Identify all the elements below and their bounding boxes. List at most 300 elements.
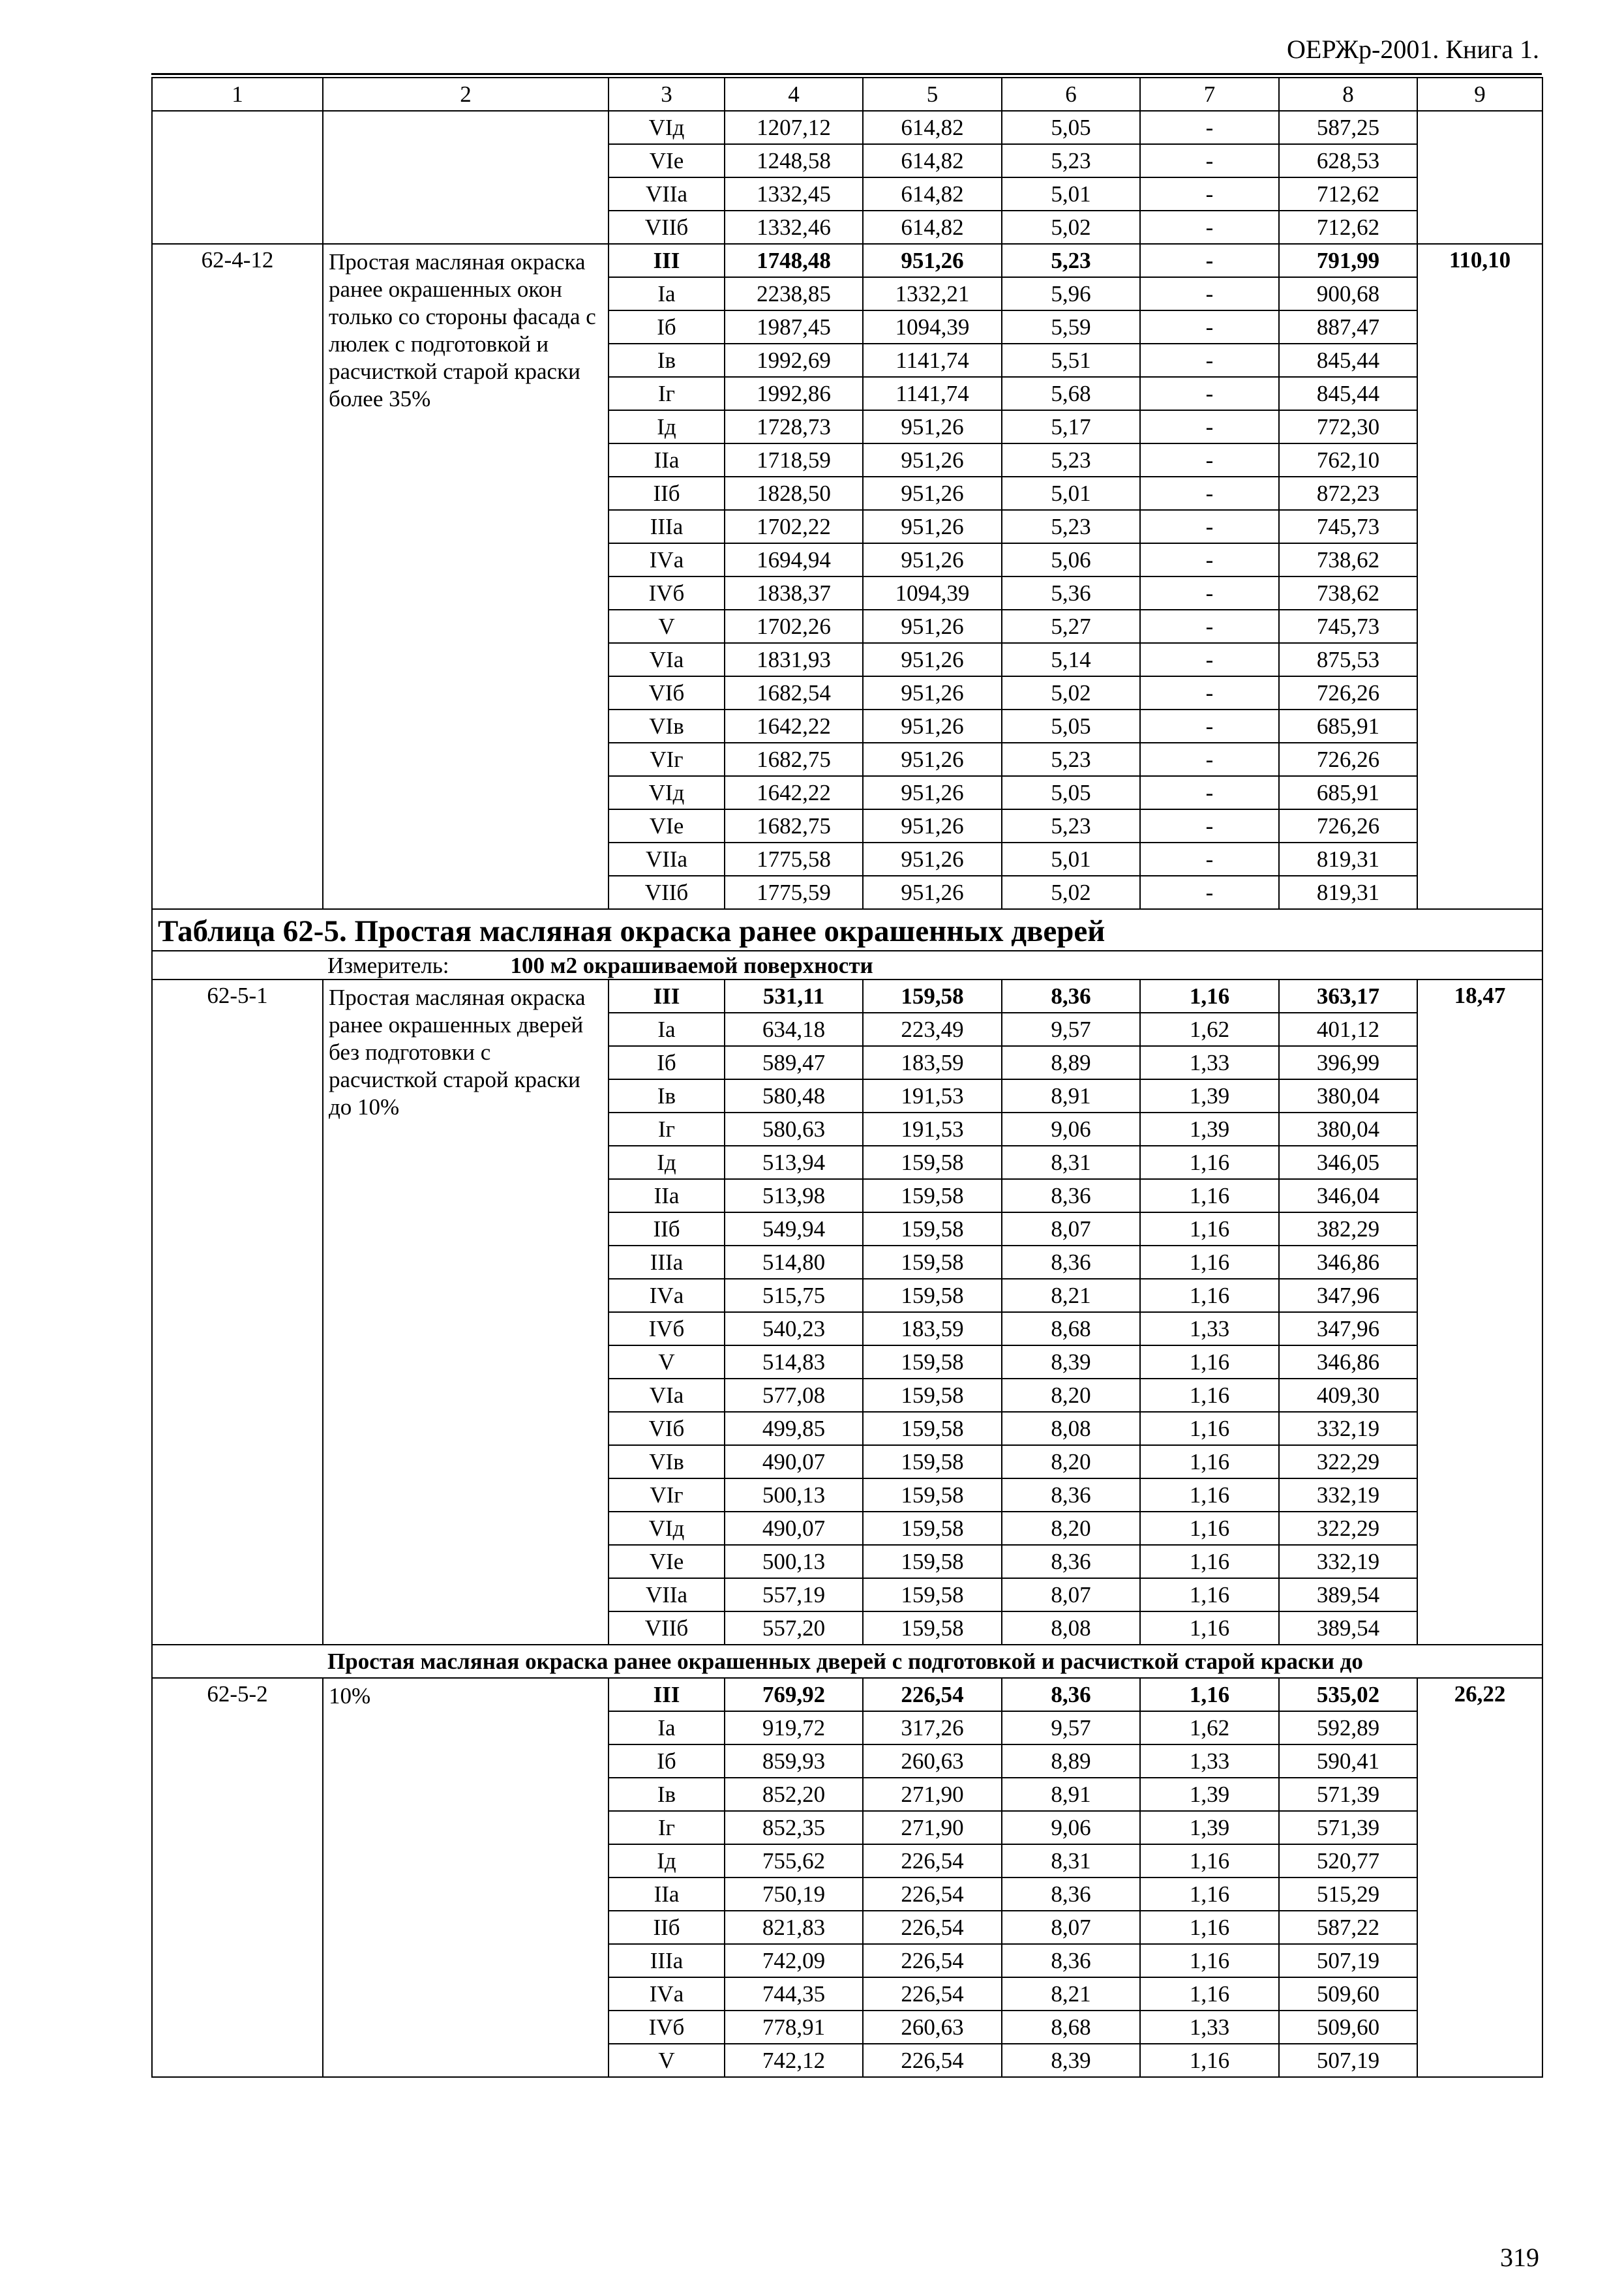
zone-cell: IIб <box>609 1212 725 1246</box>
document-header: ОЕРЖр-2001. Книга 1. <box>1287 35 1539 64</box>
value-cell: 5,23 <box>1002 244 1140 277</box>
value-cell: 8,39 <box>1002 2044 1140 2077</box>
column-number: 7 <box>1140 78 1279 111</box>
table-title-row <box>152 909 1542 951</box>
value-cell: 332,19 <box>1279 1478 1417 1512</box>
value-cell: 1,16 <box>1140 1445 1279 1478</box>
zone-cell: Iа <box>609 277 725 310</box>
value-cell: 5,02 <box>1002 211 1140 244</box>
value-cell: 1992,86 <box>725 377 863 410</box>
value-cell: 226,54 <box>863 1911 1002 1944</box>
value-cell: - <box>1140 410 1279 443</box>
value-cell: 1,16 <box>1140 1545 1279 1578</box>
value-cell: 742,09 <box>725 1944 863 1977</box>
value-cell: 821,83 <box>725 1911 863 1944</box>
value-cell: 859,93 <box>725 1744 863 1778</box>
value-cell: 726,26 <box>1279 743 1417 776</box>
column-number: 3 <box>609 78 725 111</box>
value-cell: 159,58 <box>863 1611 1002 1645</box>
value-cell: 347,96 <box>1279 1279 1417 1312</box>
measure-value: 100 м2 окрашиваемой поверхности <box>510 952 873 978</box>
value-cell: 159,58 <box>863 1545 1002 1578</box>
value-cell: 951,26 <box>863 743 1002 776</box>
value-cell: 183,59 <box>863 1046 1002 1079</box>
value-cell: 1702,22 <box>725 510 863 543</box>
value-cell: 745,73 <box>1279 610 1417 643</box>
value-cell: 1,33 <box>1140 2011 1279 2044</box>
value-cell: 5,14 <box>1002 643 1140 676</box>
value-cell: 8,07 <box>1002 1212 1140 1246</box>
value-cell: 1,16 <box>1140 1146 1279 1179</box>
value-cell: 1828,50 <box>725 477 863 510</box>
value-cell: 1,33 <box>1140 1312 1279 1345</box>
value-cell: 159,58 <box>863 980 1002 1013</box>
zone-cell: VIв <box>609 1445 725 1478</box>
value-cell: - <box>1140 809 1279 843</box>
value-cell: 513,94 <box>725 1146 863 1179</box>
value-cell: 5,05 <box>1002 776 1140 809</box>
zone-cell: IIIа <box>609 1944 725 1977</box>
value-cell: 226,54 <box>863 1944 1002 1977</box>
value-cell: 852,20 <box>725 1778 863 1811</box>
value-cell: - <box>1140 576 1279 610</box>
value-cell: 389,54 <box>1279 1611 1417 1645</box>
zone-cell: V <box>609 1345 725 1379</box>
total-cell <box>1417 111 1542 244</box>
column-number: 8 <box>1279 78 1417 111</box>
value-cell: 401,12 <box>1279 1013 1417 1046</box>
value-cell: 159,58 <box>863 1212 1002 1246</box>
rate-description: Простая масляная окраска ранее окрашенных окон только со стороны фасада с люлек с подготовкой и расчисткой старой краски более 35% <box>323 244 609 909</box>
value-cell: 226,54 <box>863 1844 1002 1878</box>
value-cell: - <box>1140 510 1279 543</box>
column-number: 4 <box>725 78 863 111</box>
value-cell: 1,16 <box>1140 1512 1279 1545</box>
value-cell: - <box>1140 344 1279 377</box>
value-cell: 778,91 <box>725 2011 863 2044</box>
subheading: Простая масляная окраска ранее окрашенных дверей с подготовкой и расчисткой старой краски до <box>152 1645 1542 1678</box>
value-cell: 580,48 <box>725 1079 863 1113</box>
value-cell: 887,47 <box>1279 310 1417 344</box>
value-cell: 226,54 <box>863 2044 1002 2077</box>
value-cell: 363,17 <box>1279 980 1417 1013</box>
value-cell: 845,44 <box>1279 377 1417 410</box>
value-cell: 557,19 <box>725 1578 863 1611</box>
value-cell: 1,16 <box>1140 1478 1279 1512</box>
value-cell: 614,82 <box>863 111 1002 144</box>
table-row <box>152 111 1542 144</box>
value-cell: - <box>1140 211 1279 244</box>
value-cell: 1,16 <box>1140 980 1279 1013</box>
value-cell: 951,26 <box>863 676 1002 710</box>
value-cell: 515,75 <box>725 1279 863 1312</box>
value-cell: 1332,46 <box>725 211 863 244</box>
value-cell: 951,26 <box>863 510 1002 543</box>
value-cell: 685,91 <box>1279 776 1417 809</box>
value-cell: 742,12 <box>725 2044 863 2077</box>
value-cell: 159,58 <box>863 1179 1002 1212</box>
value-cell: 614,82 <box>863 144 1002 177</box>
total-cell: 18,47 <box>1417 980 1542 1645</box>
value-cell: 738,62 <box>1279 576 1417 610</box>
zone-cell: Iд <box>609 410 725 443</box>
value-cell: 159,58 <box>863 1578 1002 1611</box>
value-cell: 951,26 <box>863 610 1002 643</box>
value-cell: 499,85 <box>725 1412 863 1445</box>
table-row <box>152 244 1542 277</box>
zone-cell: V <box>609 610 725 643</box>
zone-cell: IVа <box>609 1977 725 2011</box>
value-cell: 1682,75 <box>725 743 863 776</box>
zone-cell: III <box>609 980 725 1013</box>
table-row <box>152 980 1542 1013</box>
value-cell: 5,23 <box>1002 743 1140 776</box>
rate-code: 62-5-1 <box>152 980 323 1645</box>
value-cell: 8,91 <box>1002 1778 1140 1811</box>
zone-cell: VIб <box>609 676 725 710</box>
column-number-row <box>152 78 1542 111</box>
value-cell: 951,26 <box>863 443 1002 477</box>
value-cell: 571,39 <box>1279 1778 1417 1811</box>
column-number: 6 <box>1002 78 1140 111</box>
zone-cell: IVб <box>609 1312 725 1345</box>
value-cell: 8,21 <box>1002 1977 1140 2011</box>
value-cell: 549,94 <box>725 1212 863 1246</box>
value-cell: 1141,74 <box>863 377 1002 410</box>
value-cell: 317,26 <box>863 1711 1002 1744</box>
value-cell: 346,86 <box>1279 1246 1417 1279</box>
value-cell: 8,39 <box>1002 1345 1140 1379</box>
value-cell: - <box>1140 277 1279 310</box>
zone-cell: Iг <box>609 1113 725 1146</box>
value-cell: 872,23 <box>1279 477 1417 510</box>
zone-cell: VIа <box>609 643 725 676</box>
value-cell: 8,36 <box>1002 1179 1140 1212</box>
value-cell: 507,19 <box>1279 1944 1417 1977</box>
value-cell: - <box>1140 843 1279 876</box>
value-cell: 5,05 <box>1002 710 1140 743</box>
value-cell: 380,04 <box>1279 1113 1417 1146</box>
value-cell: 8,36 <box>1002 1878 1140 1911</box>
value-cell: 346,04 <box>1279 1179 1417 1212</box>
value-cell: 1,16 <box>1140 1977 1279 2011</box>
value-cell: 1,39 <box>1140 1113 1279 1146</box>
zone-cell: Iг <box>609 377 725 410</box>
value-cell: 1,39 <box>1140 1778 1279 1811</box>
value-cell: - <box>1140 310 1279 344</box>
value-cell: 750,19 <box>725 1878 863 1911</box>
value-cell: 712,62 <box>1279 177 1417 211</box>
zone-cell: Iб <box>609 1046 725 1079</box>
zone-cell: VIIб <box>609 1611 725 1645</box>
value-cell: 1,16 <box>1140 1412 1279 1445</box>
value-cell: 535,02 <box>1279 1678 1417 1711</box>
header-rule <box>151 73 1542 75</box>
value-cell: 8,20 <box>1002 1445 1140 1478</box>
rate-description <box>323 111 609 244</box>
value-cell: 1332,21 <box>863 277 1002 310</box>
value-cell: - <box>1140 377 1279 410</box>
zone-cell: III <box>609 244 725 277</box>
value-cell: - <box>1140 876 1279 909</box>
value-cell: 634,18 <box>725 1013 863 1046</box>
value-cell: 1207,12 <box>725 111 863 144</box>
value-cell: 5,02 <box>1002 676 1140 710</box>
value-cell: 1,16 <box>1140 1944 1279 1977</box>
zone-cell: Iа <box>609 1711 725 1744</box>
value-cell: 1094,39 <box>863 310 1002 344</box>
value-cell: 951,26 <box>863 876 1002 909</box>
value-cell: 951,26 <box>863 477 1002 510</box>
zone-cell: Iд <box>609 1844 725 1878</box>
total-cell: 26,22 <box>1417 1678 1542 2077</box>
value-cell: 1,16 <box>1140 1246 1279 1279</box>
zone-cell: VIе <box>609 144 725 177</box>
value-cell: 509,60 <box>1279 2011 1417 2044</box>
zone-cell: V <box>609 2044 725 2077</box>
value-cell: 590,41 <box>1279 1744 1417 1778</box>
value-cell: 332,19 <box>1279 1412 1417 1445</box>
zone-cell: VIг <box>609 743 725 776</box>
value-cell: 1642,22 <box>725 776 863 809</box>
value-cell: 159,58 <box>863 1445 1002 1478</box>
value-cell: 1748,48 <box>725 244 863 277</box>
value-cell: 159,58 <box>863 1146 1002 1179</box>
value-cell: 951,26 <box>863 776 1002 809</box>
value-cell: 9,57 <box>1002 1013 1140 1046</box>
value-cell: 1,16 <box>1140 1212 1279 1246</box>
value-cell: 509,60 <box>1279 1977 1417 2011</box>
value-cell: 5,17 <box>1002 410 1140 443</box>
value-cell: 409,30 <box>1279 1379 1417 1412</box>
value-cell: 8,08 <box>1002 1611 1140 1645</box>
value-cell: 322,29 <box>1279 1445 1417 1478</box>
value-cell: 1702,26 <box>725 610 863 643</box>
value-cell: 755,62 <box>725 1844 863 1878</box>
value-cell: 738,62 <box>1279 543 1417 576</box>
value-cell: 5,23 <box>1002 809 1140 843</box>
value-cell: 191,53 <box>863 1113 1002 1146</box>
value-cell: 1,16 <box>1140 1844 1279 1878</box>
value-cell: 159,58 <box>863 1512 1002 1545</box>
value-cell: - <box>1140 477 1279 510</box>
rates-table <box>151 77 1543 2078</box>
value-cell: 271,90 <box>863 1811 1002 1844</box>
zone-cell: Iд <box>609 1146 725 1179</box>
zone-cell: VIIб <box>609 211 725 244</box>
value-cell: - <box>1140 743 1279 776</box>
value-cell: 191,53 <box>863 1079 1002 1113</box>
value-cell: 1,16 <box>1140 1611 1279 1645</box>
value-cell: 8,89 <box>1002 1744 1140 1778</box>
value-cell: 5,27 <box>1002 610 1140 643</box>
value-cell: 628,53 <box>1279 144 1417 177</box>
total-cell: 110,10 <box>1417 244 1542 909</box>
value-cell: 5,23 <box>1002 443 1140 477</box>
value-cell: 1332,45 <box>725 177 863 211</box>
value-cell: 1,62 <box>1140 1013 1279 1046</box>
value-cell: 271,90 <box>863 1778 1002 1811</box>
value-cell: 8,89 <box>1002 1046 1140 1079</box>
value-cell: 1,62 <box>1140 1711 1279 1744</box>
value-cell: 852,35 <box>725 1811 863 1844</box>
value-cell: 951,26 <box>863 543 1002 576</box>
value-cell: 8,31 <box>1002 1146 1140 1179</box>
value-cell: 5,01 <box>1002 177 1140 211</box>
value-cell: 1831,93 <box>725 643 863 676</box>
value-cell: 1,16 <box>1140 1179 1279 1212</box>
value-cell: 2238,85 <box>725 277 863 310</box>
value-cell: 1,16 <box>1140 1578 1279 1611</box>
value-cell: 159,58 <box>863 1379 1002 1412</box>
value-cell: 1,16 <box>1140 1279 1279 1312</box>
value-cell: 159,58 <box>863 1345 1002 1379</box>
column-number: 1 <box>152 78 323 111</box>
value-cell: 744,35 <box>725 1977 863 2011</box>
value-cell: 1,16 <box>1140 1911 1279 1944</box>
value-cell: 791,99 <box>1279 244 1417 277</box>
value-cell: 346,86 <box>1279 1345 1417 1379</box>
value-cell: 514,80 <box>725 1246 863 1279</box>
value-cell: 513,98 <box>725 1179 863 1212</box>
value-cell: 614,82 <box>863 177 1002 211</box>
value-cell: 8,20 <box>1002 1379 1140 1412</box>
value-cell: 8,07 <box>1002 1911 1140 1944</box>
value-cell: 159,58 <box>863 1478 1002 1512</box>
zone-cell: VIв <box>609 710 725 743</box>
value-cell: 951,26 <box>863 244 1002 277</box>
value-cell: 490,07 <box>725 1512 863 1545</box>
value-cell: 8,36 <box>1002 1944 1140 1977</box>
value-cell: 5,23 <box>1002 510 1140 543</box>
value-cell: 5,96 <box>1002 277 1140 310</box>
value-cell: 5,36 <box>1002 576 1140 610</box>
value-cell: 951,26 <box>863 410 1002 443</box>
zone-cell: IIа <box>609 443 725 477</box>
value-cell: 772,30 <box>1279 410 1417 443</box>
value-cell: 159,58 <box>863 1412 1002 1445</box>
value-cell: 8,20 <box>1002 1512 1140 1545</box>
value-cell: 260,63 <box>863 2011 1002 2044</box>
value-cell: 520,77 <box>1279 1844 1417 1878</box>
column-number: 5 <box>863 78 1002 111</box>
rate-description: Простая масляная окраска ранее окрашенных дверей без подготовки с расчисткой старой краски до 10% <box>323 980 609 1645</box>
value-cell: - <box>1140 710 1279 743</box>
zone-cell: IIб <box>609 1911 725 1944</box>
value-cell: 919,72 <box>725 1711 863 1744</box>
value-cell: 5,23 <box>1002 144 1140 177</box>
value-cell: 5,05 <box>1002 111 1140 144</box>
value-cell: 900,68 <box>1279 277 1417 310</box>
value-cell: - <box>1140 443 1279 477</box>
value-cell: - <box>1140 776 1279 809</box>
value-cell: 1642,22 <box>725 710 863 743</box>
zone-cell: VIд <box>609 776 725 809</box>
zone-cell: VIд <box>609 111 725 144</box>
value-cell: 260,63 <box>863 1744 1002 1778</box>
value-cell: 159,58 <box>863 1279 1002 1312</box>
value-cell: 614,82 <box>863 211 1002 244</box>
value-cell: 1,16 <box>1140 1379 1279 1412</box>
value-cell: 1,16 <box>1140 1878 1279 1911</box>
zone-cell: VIе <box>609 809 725 843</box>
value-cell: 1,16 <box>1140 1678 1279 1711</box>
value-cell: 1987,45 <box>725 310 863 344</box>
zone-cell: VIг <box>609 1478 725 1512</box>
value-cell: 226,54 <box>863 1678 1002 1711</box>
zone-cell: Iв <box>609 344 725 377</box>
value-cell: 183,59 <box>863 1312 1002 1345</box>
value-cell: 1,33 <box>1140 1744 1279 1778</box>
value-cell: - <box>1140 111 1279 144</box>
value-cell: 1,16 <box>1140 2044 1279 2077</box>
table-title: Таблица 62-5. Простая масляная окраска ранее окрашенных дверей <box>152 909 1542 951</box>
value-cell: 1718,59 <box>725 443 863 477</box>
value-cell: 1838,37 <box>725 576 863 610</box>
value-cell: 346,05 <box>1279 1146 1417 1179</box>
value-cell: - <box>1140 177 1279 211</box>
zone-cell: IVа <box>609 543 725 576</box>
value-cell: 726,26 <box>1279 809 1417 843</box>
subheading-row <box>152 1645 1542 1678</box>
value-cell: 8,21 <box>1002 1279 1140 1312</box>
zone-cell: IIа <box>609 1878 725 1911</box>
rate-description: 10% <box>323 1678 609 2077</box>
value-cell: 389,54 <box>1279 1578 1417 1611</box>
value-cell: 1,39 <box>1140 1811 1279 1844</box>
value-cell: 515,29 <box>1279 1878 1417 1911</box>
value-cell: 500,13 <box>725 1478 863 1512</box>
value-cell: 1694,94 <box>725 543 863 576</box>
zone-cell: VIа <box>609 1379 725 1412</box>
value-cell: 8,36 <box>1002 1545 1140 1578</box>
value-cell: 226,54 <box>863 1878 1002 1911</box>
value-cell: 951,26 <box>863 710 1002 743</box>
value-cell: 1775,58 <box>725 843 863 876</box>
zone-cell: Iб <box>609 310 725 344</box>
value-cell: - <box>1140 643 1279 676</box>
zone-cell: IVа <box>609 1279 725 1312</box>
value-cell: - <box>1140 144 1279 177</box>
value-cell: 1,39 <box>1140 1079 1279 1113</box>
zone-cell: Iа <box>609 1013 725 1046</box>
column-number: 2 <box>323 78 609 111</box>
value-cell: 8,08 <box>1002 1412 1140 1445</box>
value-cell: 845,44 <box>1279 344 1417 377</box>
zone-cell: Iв <box>609 1778 725 1811</box>
value-cell: 226,54 <box>863 1977 1002 2011</box>
rate-code <box>152 111 323 244</box>
value-cell: 571,39 <box>1279 1811 1417 1844</box>
value-cell: 1992,69 <box>725 344 863 377</box>
measure-cell <box>152 951 1542 980</box>
value-cell: - <box>1140 676 1279 710</box>
value-cell: 490,07 <box>725 1445 863 1478</box>
value-cell: 685,91 <box>1279 710 1417 743</box>
value-cell: 8,91 <box>1002 1079 1140 1113</box>
table-row <box>152 1678 1542 1711</box>
value-cell: 8,68 <box>1002 1312 1140 1345</box>
zone-cell: Iб <box>609 1744 725 1778</box>
value-cell: 592,89 <box>1279 1711 1417 1744</box>
value-cell: 1682,54 <box>725 676 863 710</box>
value-cell: 507,19 <box>1279 2044 1417 2077</box>
rate-code: 62-5-2 <box>152 1678 323 2077</box>
value-cell: 1728,73 <box>725 410 863 443</box>
value-cell: 9,06 <box>1002 1811 1140 1844</box>
value-cell: 951,26 <box>863 643 1002 676</box>
value-cell: 5,06 <box>1002 543 1140 576</box>
